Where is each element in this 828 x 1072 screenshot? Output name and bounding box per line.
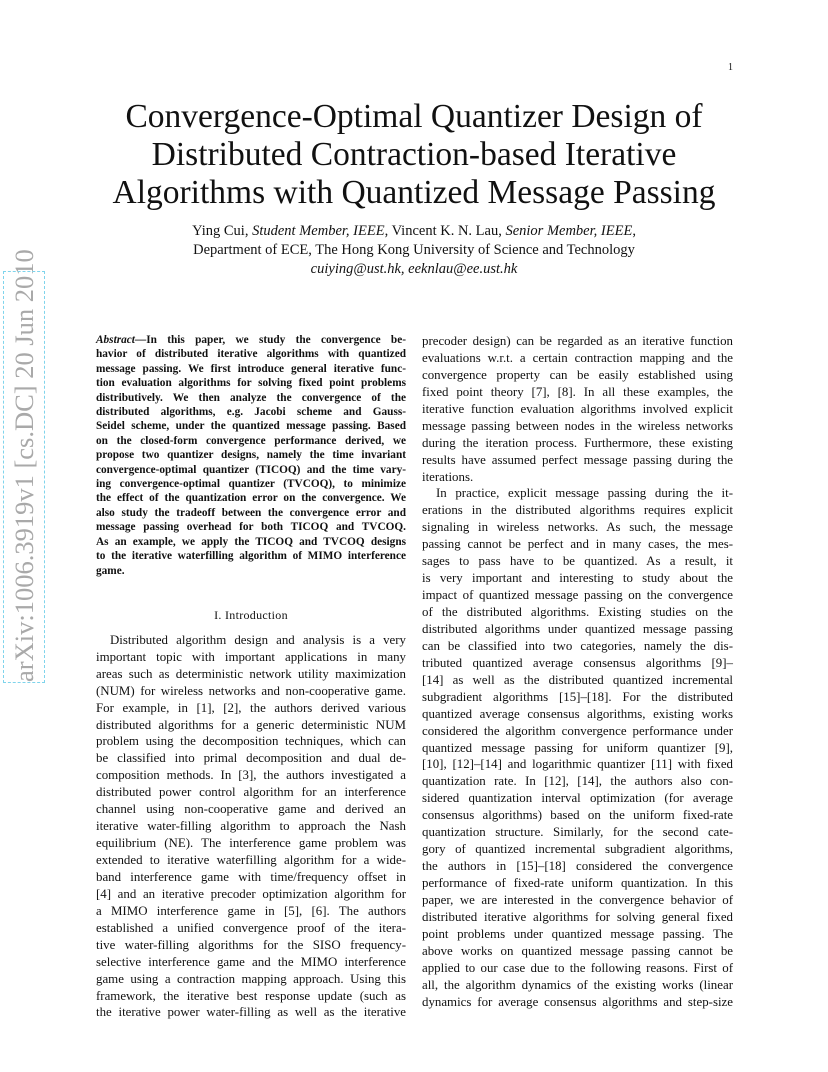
text-line: fixed point theory [7], [8]. In all these examples, the	[422, 384, 733, 399]
text-line: [4] and an iterative precoder optimization algorithm for	[96, 886, 406, 901]
text-line: distributed algorithms under quantized message passing	[422, 621, 733, 636]
section-heading: I. Introduction	[214, 607, 288, 622]
text-line: message passing between nodes in the wireless networks	[422, 418, 733, 433]
title-line: Algorithms with Quantized Message Passing	[112, 174, 716, 211]
text-line: impact of quantized message passing on the convergence	[422, 588, 733, 603]
author-name: , Vincent K. N. Lau,	[384, 223, 506, 239]
text-line: distributed algorithms for a generic deterministic NUM	[96, 717, 406, 732]
abstract-line: on the closed-form convergence performance derived, we	[96, 434, 406, 447]
text-line: paper, we are interested in the convergence behavior of	[422, 892, 733, 907]
text-line: passing cannot be perfect and in many cases, the mes-	[422, 537, 733, 552]
title-line: Convergence-Optimal Quantizer Design of	[125, 98, 703, 135]
text-line: game using a contraction mapping approach. Using this	[96, 971, 406, 986]
text-line: extended to iterative waterfilling algorithm for a wide-	[96, 853, 406, 867]
text-line: tributed quantized average consensus algorithms [9]–	[422, 655, 733, 670]
text-line: all, the algorithm dynamics of the existing works (linear	[422, 977, 733, 992]
abstract-line: tion evaluation algorithms for solving fixed point problems	[96, 377, 406, 390]
abstract-line: message passing. We first introduce general iterative func-	[96, 362, 406, 375]
text-line: dynamics for average consensus algorithms and step-size	[422, 994, 733, 1009]
text-line: above works on quantized message passing cannot be	[422, 943, 733, 958]
abstract-line: havior of distributed iterative algorithms with quantized	[96, 348, 406, 361]
abstract-line: As an example, we apply the TICOQ and TVCOQ designs	[96, 535, 406, 548]
text-line: selective interference game and the MIMO interference	[96, 954, 406, 969]
text-line: can be classified into two categories, namely the dis-	[422, 638, 733, 653]
text-line: the authors in [15]–[18] considered the convergence	[422, 859, 733, 874]
text-line: [14] as well as the distributed quantized incremental	[422, 672, 733, 687]
text-line: sages to pass have to be quantized. As a result, it	[422, 554, 733, 569]
abstract-line: message passing overhead for both TICOQ and TVCOQ.	[96, 521, 406, 534]
text-line: distributed power control algorithm for an interference	[96, 785, 406, 800]
abstract-line: ing convergence-optimal quantizer (TVCOQ), to minimize	[96, 478, 406, 491]
text-line: convergence property can be easily established using	[422, 367, 733, 382]
abstract-line: Abstract—In this paper, we study the convergence be-	[96, 334, 406, 346]
text-line: sidered quantization interval optimization (for average	[422, 791, 733, 806]
text-line: areas such as deterministic network utility maximization	[96, 666, 406, 681]
intro-body-left	[96, 632, 406, 1022]
abstract-line: Seidel scheme, under the quantized message passing. Based	[96, 420, 406, 433]
text-line: subgradient algorithms [15]–[18]. For the distributed	[422, 689, 733, 704]
text-line: performance of fixed-rate uniform quantization. In this	[422, 876, 733, 890]
text-line: be classified into primal decomposition and dual de-	[96, 751, 406, 766]
abstract-line: propose two quantizer designs, namely the time invariant	[96, 449, 406, 462]
text-line: (NUM) for wireless networks and non-cooperative game.	[96, 683, 406, 698]
author-block	[60, 222, 768, 279]
text-line: framework, the iterative best response update (such as	[96, 988, 406, 1003]
paper-title	[60, 98, 768, 212]
text-line: [10], [12]–[14] and logarithmic quantizer [11] with fixed	[422, 757, 733, 772]
text-line: considered the algorithm convergence performance under	[422, 723, 733, 738]
text-line: iterative function evaluation algorithms involved explicit	[422, 401, 733, 416]
left-column	[96, 333, 406, 1021]
text-line: composition methods. In [3], the authors investigated a	[96, 768, 406, 783]
text-line: of the distributed algorithms. Existing studies on the	[422, 605, 733, 619]
text-line: tive water-filling algorithms for the SISO frequency-	[96, 937, 406, 952]
text-line: consensus algorithms) based on the uniform fixed-rate	[422, 808, 733, 823]
abstract-line: convergence-optimal quantizer (TICOQ) and the time vary-	[96, 463, 406, 476]
text-line: is very important and interesting to study about the	[422, 571, 733, 586]
text-line: a MIMO interference game in [5], [6]. The authors	[96, 903, 406, 918]
abstract-line: distributed algorithms, e.g. Jacobi scheme and Gauss-	[96, 406, 406, 419]
text-line: channel using non-cooperative game and derived an	[96, 802, 406, 817]
text-line: important topic with important applications in many	[96, 649, 406, 664]
text-line: gory of quantized incremental subgradient algorithms,	[422, 842, 733, 857]
author-punct: ,	[632, 223, 636, 239]
author-names	[60, 222, 768, 241]
text-line: signaling in wireless networks. As such, the message	[422, 520, 733, 535]
abstract-label: Abstract	[96, 334, 135, 346]
arxiv-stamp[interactable]: arXiv:1006.3919v1 [cs.DC] 20 Jun 2010	[4, 272, 44, 682]
text-line: quantization structure. Similarly, for the second cate-	[422, 825, 733, 840]
text-line: iterations.	[422, 469, 474, 484]
text-line: equilibrium (NE). The interference game problem was	[96, 836, 406, 851]
text-line: quantized message passing for uniform quantizer [9],	[422, 740, 733, 755]
text-line: Distributed algorithm design and analysis is a very	[110, 632, 406, 647]
abstract-line: the effect of the quantization error on the convergence. We	[96, 492, 406, 505]
abstract-line: distributively. We then analyze the convergence of the	[96, 391, 406, 404]
abstract-line: game.	[96, 564, 125, 577]
title-line: Distributed Contraction-based Iterative	[151, 136, 677, 173]
text-line: distributed iterative algorithms for solving general fixed	[422, 909, 733, 924]
abstract	[96, 333, 406, 578]
intro-body-right	[422, 333, 733, 1011]
text-line: applied to our case due to the following reasons. First of	[422, 960, 733, 975]
abstract-line: also study the tradeoff between the convergence error and	[96, 506, 406, 519]
text-line: precoder design) can be regarded as an iterative function	[422, 334, 733, 348]
text-line: quantized average consensus algorithms, existing works	[422, 706, 733, 721]
right-column	[422, 333, 733, 1011]
author-name: Ying Cui,	[192, 223, 253, 239]
text-line: problem using the decomposition techniques, which can	[96, 734, 406, 749]
page-number: 1	[728, 62, 733, 73]
abstract-line: to the iterative waterfilling algorithm of MIMO interference	[96, 550, 406, 563]
text-line: evaluations w.r.t. a certain contraction mapping and the	[422, 350, 733, 365]
author-membership: Student Member, IEEE	[252, 223, 385, 239]
text-line: established a unified convergence proof of the itera-	[96, 920, 406, 935]
text-line: For example, in [1], [2], the authors derived various	[96, 700, 406, 715]
author-membership: Senior Member, IEEE	[505, 223, 633, 239]
text-line: point problems under quantized message passing. The	[422, 926, 733, 941]
text-line: iterative water-filling algorithm to approach the Nash	[96, 819, 406, 834]
text-line: the iterative power water-filling as well as the iterative	[96, 1005, 406, 1020]
text-line: results have assumed perfect message passing during the	[422, 452, 733, 467]
text-line: quantization rate. In [12], [14], the authors also con-	[422, 774, 733, 789]
author-emails: cuiying@ust.hk, eeknlau@ee.ust.hk	[310, 261, 518, 277]
text-line: erations in the distributed algorithms requires explicit	[422, 503, 733, 518]
text-line: band interference game with time/frequency offset in	[96, 869, 406, 884]
text-line: In practice, explicit message passing during the it-	[436, 486, 733, 501]
affiliation: Department of ECE, The Hong Kong University of Science and Technology	[193, 242, 635, 258]
text-line: during the iteration process. Furthermore, these existing	[422, 435, 733, 450]
